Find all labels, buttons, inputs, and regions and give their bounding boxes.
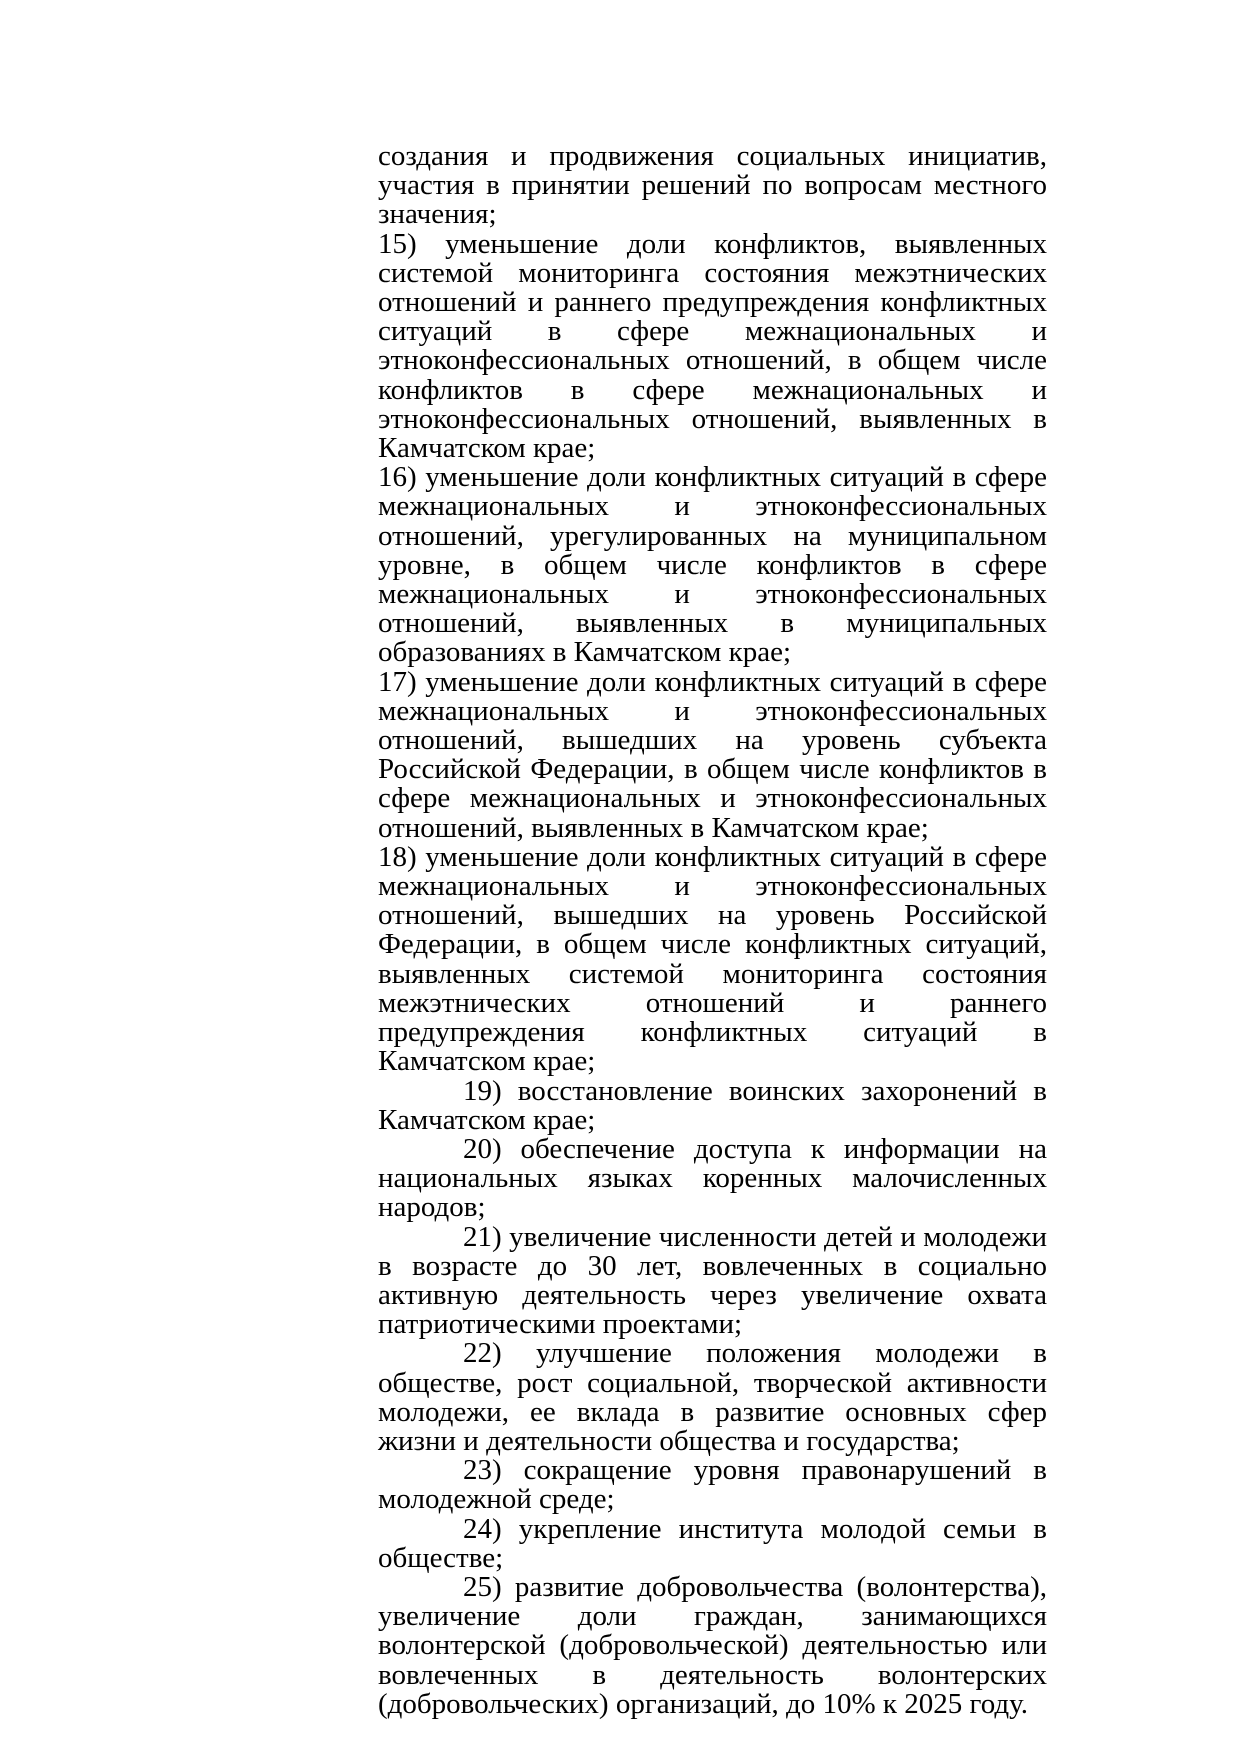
list-item-22: 22) улучшение положения молодежи в обществе, рост социальной, творческой активности молодежи, ее вклада в развитие основных сфер жизни и деятельности общества и государства; <box>378 1337 1047 1457</box>
list-item-19: 19) восстановление воинских захоронений в Камчатском крае; <box>378 1074 1047 1136</box>
list-item-23: 23) сокращение уровня правонарушений в молодежной среде; <box>378 1454 1047 1516</box>
list-item-20: 20) обеспечение доступа к информации на национальных языках коренных малочисленных народов; <box>378 1132 1047 1224</box>
list-item-21: 21) увеличение численности детей и молодежи в возрасте до 30 лет, вовлеченных в социально активную деятельность через увеличение охвата патриотическими проектами; <box>378 1220 1047 1341</box>
list-item-16: 16) уменьшение доли конфликтных ситуаций в сфере межнациональных и этноконфессиональных отношений, урегулированных на муниципальном уровне, в общем числе конфликтов в сфере межнациональных и этноконфессиональных отношений, выявленных в муниципальных образованиях в Камчатском крае; <box>378 461 1047 669</box>
list-item-24: 24) укрепление института молодой семьи в обществе; <box>378 1512 1047 1574</box>
document-body-text <box>378 142 1047 1719</box>
list-item-25: 25) развитие добровольчества (волонтерства), увеличение доли граждан, занимающихся волонтерской (добровольческой) деятельностью или вовлеченных в деятельность волонтерских (добровольческих) организаций, до 10% к 2025 году. <box>378 1570 1047 1720</box>
list-item-18: 18) уменьшение доли конфликтных ситуаций в сфере межнациональных и этноконфессиональных отношений, вышедших на уровень Российской Федерации, в общем числе конфликтных ситуаций, выявленных системой мониторинга состояния межэтнических отношений и раннего предупреждения конфликтных ситуаций в Камчатском крае; <box>378 840 1047 1078</box>
paragraph-continuation: создания и продвижения социальных инициатив, участия в принятии решений по вопросам местного значения; <box>378 140 1047 231</box>
list-item-15: 15) уменьшение доли конфликтов, выявленных системой мониторинга состояния межэтнических отношений и раннего предупреждения конфликтных ситуаций в сфере межнациональных и этноконфессиональных отношений, в общем числе конфликтов в сфере межнациональных и этноконфессиональных отношений, выявленных в Камчатском крае; <box>378 227 1047 465</box>
list-item-17: 17) уменьшение доли конфликтных ситуаций в сфере межнациональных и этноконфессиональных отношений, вышедших на уровень субъекта Российской Федерации, в общем числе конфликтов в сфере межнациональных и этноконфессиональных отношений, выявленных в Камчатском крае; <box>378 665 1047 844</box>
